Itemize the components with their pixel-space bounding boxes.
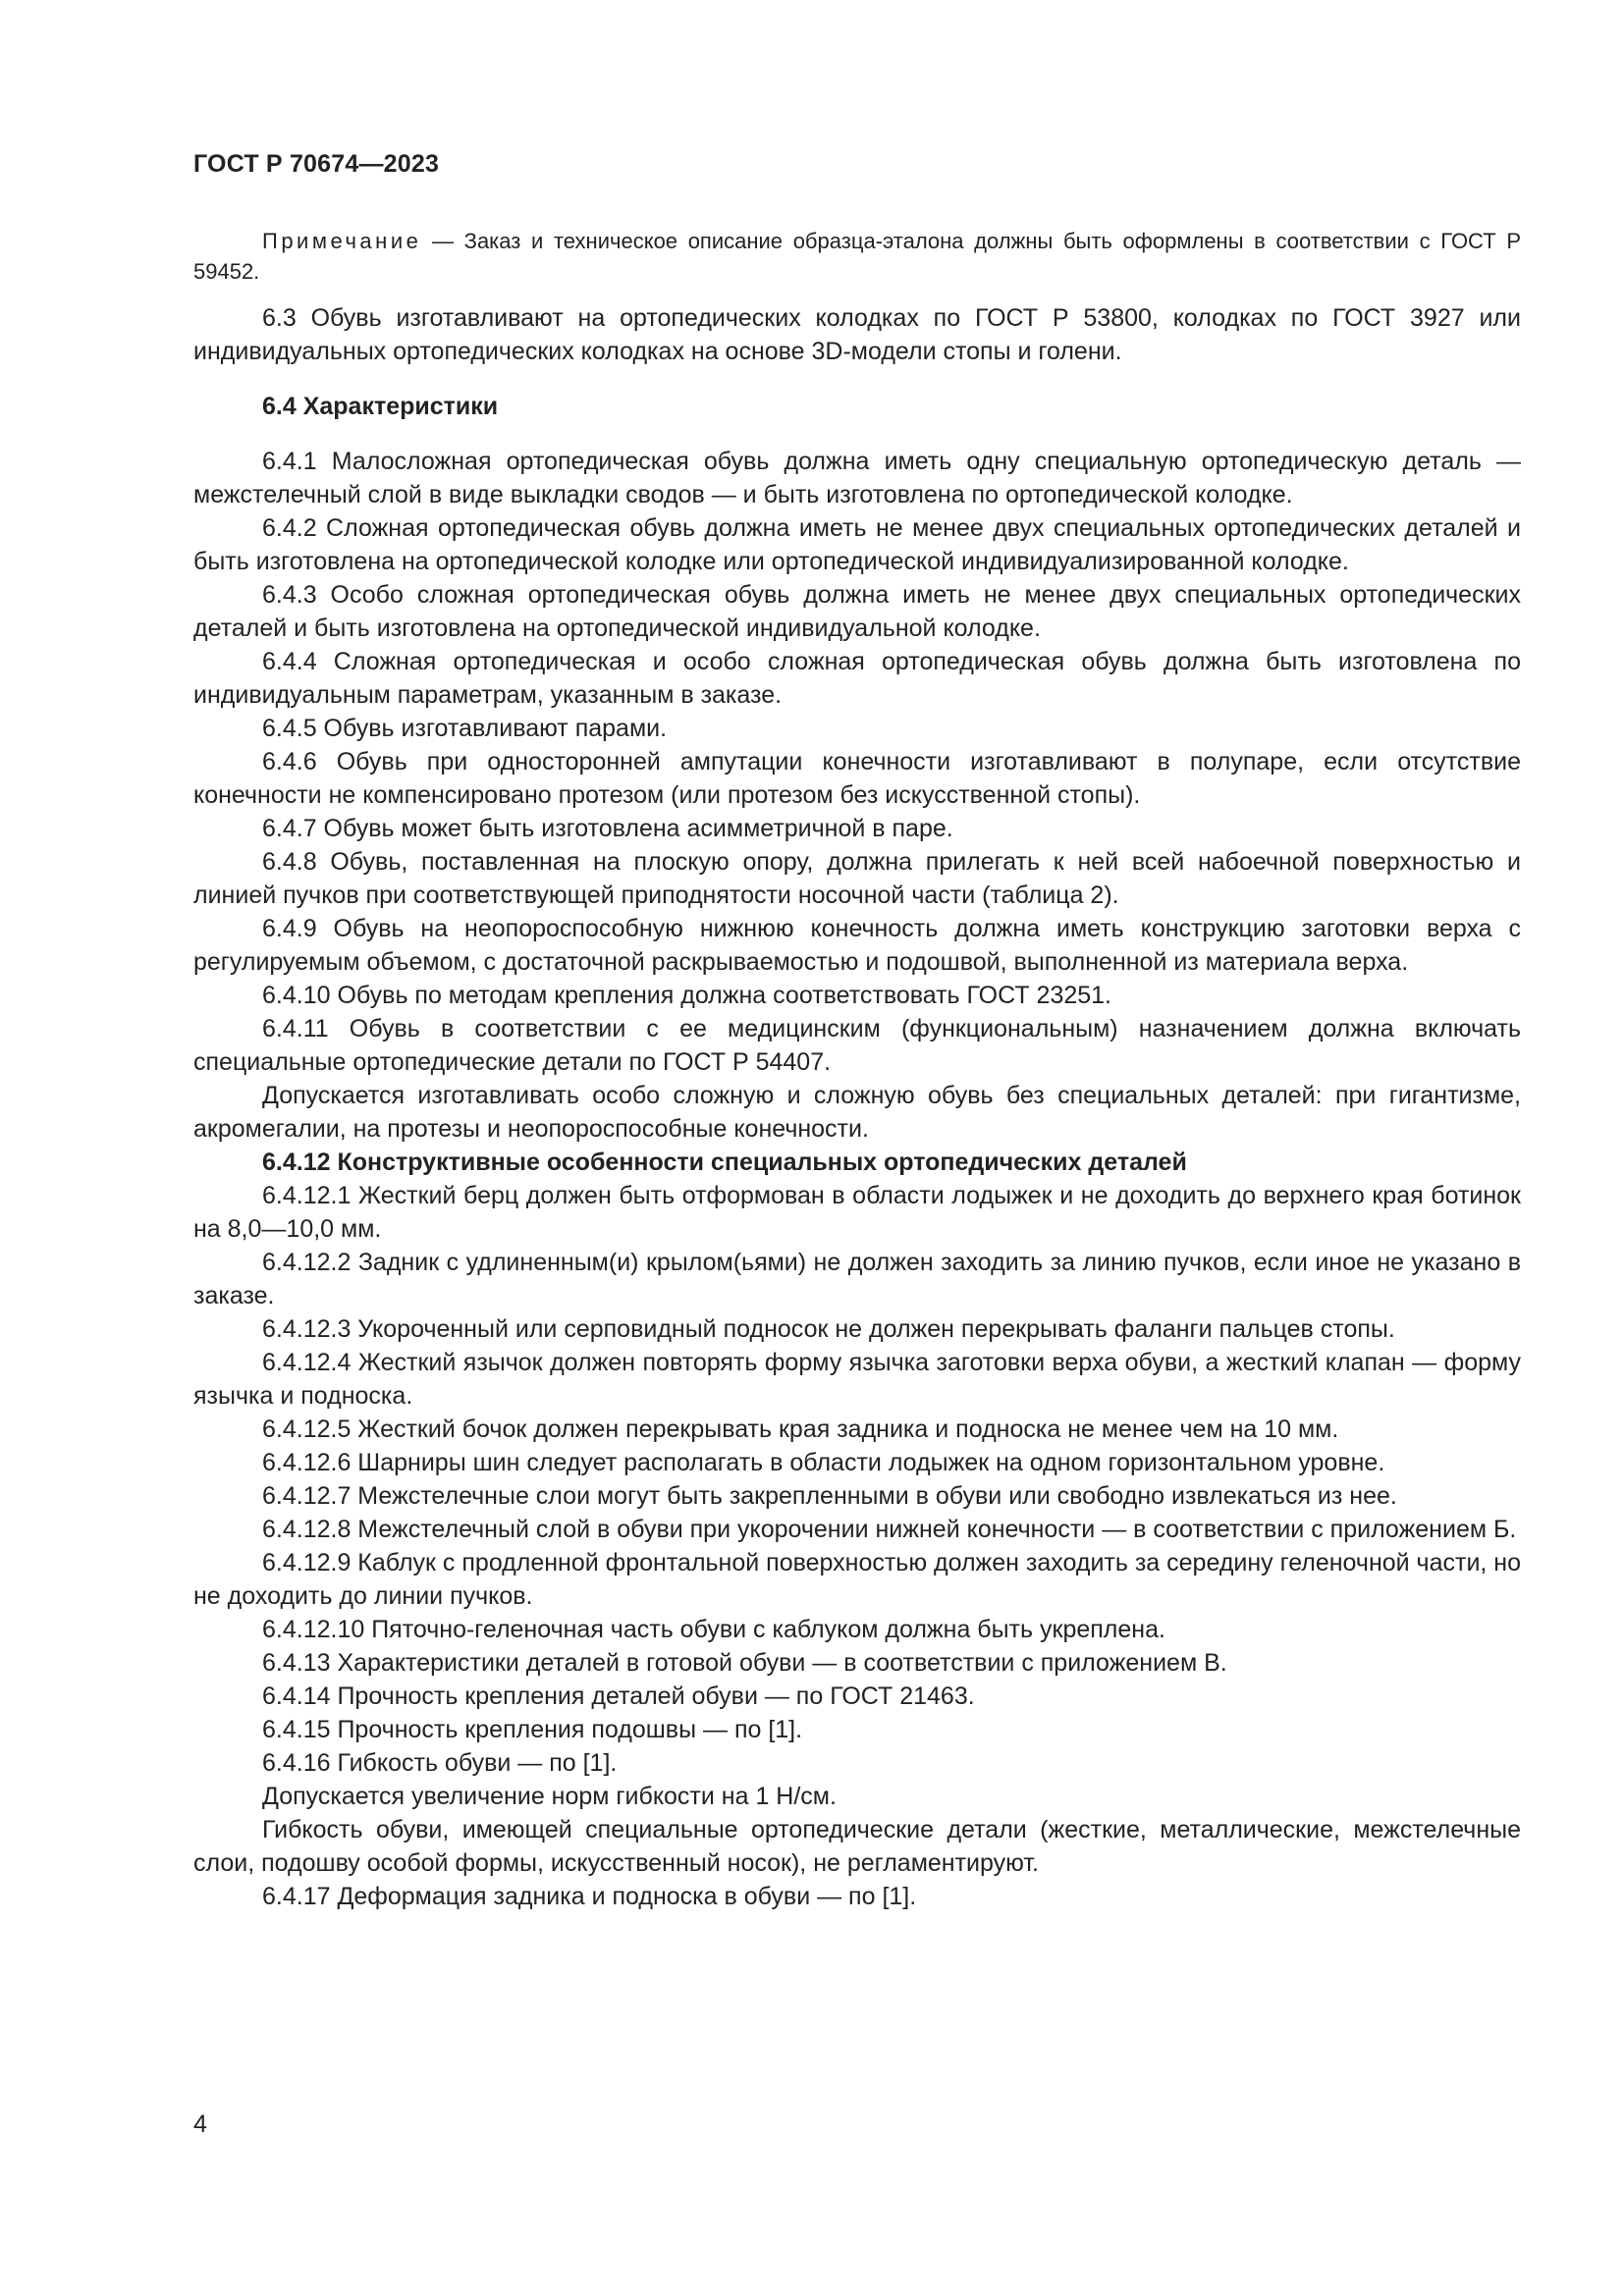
clause-6-4-12-7: 6.4.12.7 Межстелечные слои могут быть закрепленными в обуви или свободно извлекаться из нее. [262, 1482, 1397, 1510]
clause-6-4-12-2: 6.4.12.2 Задник с удлиненным(и) крылом(ьями) не должен заходить за линию пучков, если иное не указано в заказе. [193, 1249, 1521, 1309]
flexibility-allowance-paragraph: Допускается увеличение норм гибкости на 1 Н/см. [262, 1783, 837, 1810]
note-paragraph [193, 226, 1521, 287]
clause-6-4-5: 6.4.5 Обувь изготавливают парами. [262, 715, 668, 742]
page-number: 4 [193, 2110, 207, 2138]
section-heading-6-4: 6.4 Характеристики [262, 393, 499, 420]
clause-6-4-7: 6.4.7 Обувь может быть изготовлена асимметричной в паре. [262, 815, 953, 842]
clause-6-4-15: 6.4.15 Прочность крепления подошвы — по [1]. [262, 1716, 803, 1743]
clause-6-4-3: 6.4.3 Особо сложная ортопедическая обувь должна иметь не менее двух специальных ортопедических деталей и быть изготовлена на ортопедической индивидуальной колодке. [193, 581, 1521, 642]
clause-6-4-2: 6.4.2 Сложная ортопедическая обувь должна иметь не менее двух специальных ортопедических деталей и быть изготовлена на ортопедической колодке или ортопедической индивидуализированной колодке. [193, 514, 1521, 575]
clause-6-4-6: 6.4.6 Обувь при односторонней ампутации конечности изготавливают в полупаре, если отсутствие конечности не компенсировано протезом (или протезом без искусственной стопы). [193, 748, 1521, 809]
clause-6-4-12-6: 6.4.12.6 Шарниры шин следует располагать в области лодыжек на одном горизонтальном уровне. [262, 1449, 1385, 1476]
clause-6-3: 6.3 Обувь изготавливают на ортопедических колодках по ГОСТ Р 53800, колодках по ГОСТ 3927 или индивидуальных ортопедических колодках на основе 3D-модели стопы и голени. [193, 304, 1521, 365]
clause-6-4-14: 6.4.14 Прочность крепления деталей обуви — по ГОСТ 21463. [262, 1682, 975, 1710]
clause-6-4-17: 6.4.17 Деформация задника и подноска в обуви — по [1]. [262, 1883, 917, 1910]
document-body [193, 226, 1521, 1913]
flexibility-exemption-paragraph: Гибкость обуви, имеющей специальные ортопедические детали (жесткие, металлические, межстелечные слои, подошву особой формы, искусственный носок), не регламентируют. [193, 1816, 1521, 1877]
document-header: ГОСТ Р 70674—2023 [193, 150, 440, 178]
clause-6-4-12-9: 6.4.12.9 Каблук с продленной фронтальной поверхностью должен заходить за середину геленочной части, но не доходить до линии пучков. [193, 1549, 1522, 1610]
clause-6-4-12-8: 6.4.12.8 Межстелечный слой в обуви при укорочении нижней конечности — в соответствии с приложением Б. [262, 1516, 1517, 1543]
clause-6-4-12-4: 6.4.12.4 Жесткий язычок должен повторять форму язычка заготовки верха обуви, а жесткий клапан — форму язычка и подноска. [193, 1349, 1521, 1410]
clause-6-4-8: 6.4.8 Обувь, поставленная на плоскую опору, должна прилегать к ней всей набоечной поверхностью и линией пучков при соответствующей приподнятости носочной части (таблица 2). [193, 848, 1521, 909]
clause-6-4-11: 6.4.11 Обувь в соответствии с ее медицинским (функциональным) назначением должна включать специальные ортопедические детали по ГОСТ Р 54407. [193, 1015, 1521, 1076]
clause-6-4-12-1: 6.4.12.1 Жесткий берц должен быть отформован в области лодыжек и не доходить до верхнего края ботинок на 8,0—10,0 мм. [193, 1182, 1521, 1243]
clause-6-4-10: 6.4.10 Обувь по методам крепления должна соответствовать ГОСТ 23251. [262, 982, 1112, 1009]
clause-6-4-16: 6.4.16 Гибкость обуви — по [1]. [262, 1749, 618, 1777]
clause-6-4-4: 6.4.4 Сложная ортопедическая и особо сложная ортопедическая обувь должна быть изготовлена по индивидуальным параметрам, указанным в заказе. [193, 648, 1521, 709]
clause-6-4-13: 6.4.13 Характеристики деталей в готовой обуви — в соответствии с приложением В. [262, 1649, 1227, 1677]
clause-6-4-9: 6.4.9 Обувь на неопороспособную нижнюю конечность должна иметь конструкцию заготовки верха с регулируемым объемом, с достаточной раскрываемостью и подошвой, выполненной из материала верха. [193, 915, 1521, 976]
note-text: — Заказ и техническое описание образца-эталона должны быть оформлены в соответствии с ГОСТ Р 59452. [193, 229, 1521, 284]
allowance-paragraph: Допускается изготавливать особо сложную и сложную обувь без специальных деталей: при гигантизме, акромегалии, на протезы и неопороспособные конечности. [193, 1082, 1521, 1143]
note-label: Примечание [262, 229, 422, 253]
section-heading-6-4-12: 6.4.12 Конструктивные особенности специальных ортопедических деталей [262, 1148, 1187, 1176]
clause-6-4-12-10: 6.4.12.10 Пяточно-геленочная часть обуви с каблуком должна быть укреплена. [262, 1616, 1165, 1643]
clause-6-4-12-3: 6.4.12.3 Укороченный или серповидный подносок не должен перекрывать фаланги пальцев стопы. [262, 1315, 1395, 1343]
clause-6-4-12-5: 6.4.12.5 Жесткий бочок должен перекрывать края задника и подноска не менее чем на 10 мм. [262, 1415, 1339, 1443]
clause-6-4-1: 6.4.1 Малосложная ортопедическая обувь должна иметь одну специальную ортопедическую деталь — межстелечный слой в виде выкладки сводов — и быть изготовлена по ортопедической колодке. [193, 448, 1521, 508]
